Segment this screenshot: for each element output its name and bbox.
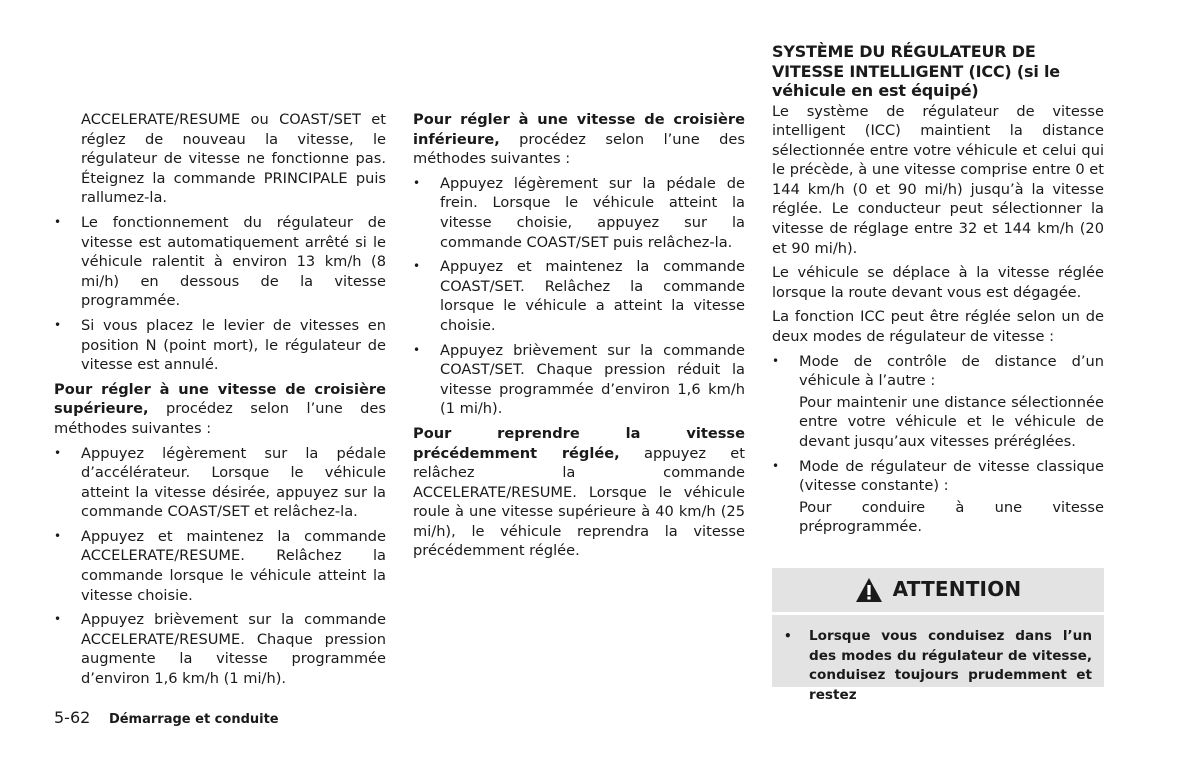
bullet-icon: • (54, 214, 62, 229)
bullet-icon: • (54, 445, 62, 460)
bullet-icon: • (54, 612, 62, 627)
list-item-text: Si vous placez le levier de vitesses en position N (point mort), le régulateur de vitesse est annulé. (81, 316, 386, 374)
paragraph: Le véhicule se déplace à la vitesse réglée lorsque la route devant vous est dégagée. (772, 264, 1104, 301)
bullet-icon: • (413, 175, 421, 190)
bullet-icon: • (413, 342, 421, 357)
section-name: Démarrage et conduite (108, 712, 279, 727)
list-item (54, 527, 386, 605)
attention-body (772, 615, 1104, 703)
section-lead: Pour reprendre la vitesse précédemment réglée, (413, 424, 745, 462)
attention-label: ATTENTION (892, 577, 1022, 602)
mode-title: Mode de contrôle de distance d’un véhicule à l’autre : (799, 352, 1104, 390)
section-rest: appuyez et relâchez la commande ACCELERATE/RESUME. Lorsque le véhicule roule à une vitesse supérieure à 40 km/h (25 mi/h), le véhicule reprendra la vitesse précédemment réglée. (413, 444, 745, 560)
continued-paragraph: ACCELERATE/RESUME ou COAST/SET et réglez de nouveau la vitesse, le régulateur de vitesse ne fonctionne pas. Éteignez la commande PRINCIPALE puis rallumez-la. (81, 111, 386, 207)
list-item (413, 341, 745, 419)
list-item-text: Le fonctionnement du régulateur de vitesse est automatiquement arrêté si le véhicule ralentit à environ 13 km/h (8 mi/h) en dessous de la vitesse programmée. (81, 213, 386, 310)
section-rest: procédez selon l’une des méthodes suivantes : (54, 400, 386, 437)
section-intro (413, 110, 745, 169)
list-item-text: Appuyez brièvement sur la commande COAST/SET. Chaque pression réduit la vitesse programmée d’environ 1,6 km/h (1 mi/h). (440, 341, 745, 418)
section-lead: Pour régler à une vitesse de croisière inférieure, (413, 111, 745, 148)
bullet-icon: • (772, 458, 780, 473)
attention-text: Lorsque vous conduisez dans l’un des modes du régulateur de vitesse, conduisez toujours prudemment et restez (809, 628, 1092, 703)
bullet-icon: • (54, 528, 62, 543)
list-item (772, 457, 1104, 537)
list-item-text: Appuyez légèrement sur la pédale de frein. Lorsque le véhicule atteint la vitesse choisie, appuyez sur la commande COAST/SET puis relâchez-la. (440, 174, 745, 251)
section-rest: procédez selon l’une des méthodes suivantes : (413, 130, 745, 168)
page-number: 5-62 (54, 708, 91, 727)
list-item (54, 316, 386, 375)
list-item (54, 213, 386, 311)
paragraph: La fonction ICC peut être réglée selon un de deux modes de régulateur de vitesse : (772, 308, 1104, 346)
paragraph: Le système de régulateur de vitesse intelligent (ICC) maintient la distance sélectionnée entre votre véhicule et celui qui le précède, à une vitesse comprise entre 0 et 144 km/h (0 et 90 mi/h) jusqu’à la vitesse réglée. Le conducteur peut sélectionner la vitesse de réglage entre 32 et 144 km/h (20 et 90 mi/h). (772, 102, 1104, 257)
attention-header (772, 568, 1104, 612)
bullet-icon: • (784, 629, 792, 643)
mode-description: Pour conduire à une vitesse préprogrammée. (799, 498, 1104, 536)
list-item (784, 627, 1092, 705)
list-item-text: Appuyez brièvement sur la commande ACCELERATE/RESUME. Chaque pression augmente la vitesse programmée d’environ 1,6 km/h (1 mi/h). (81, 611, 386, 688)
list-item (413, 174, 745, 252)
section-heading: SYSTÈME DU RÉGULATEUR DE VITESSE INTELLIGENT (ICC) (si le véhicule en est équipé) (772, 42, 1060, 100)
list-item (54, 444, 386, 522)
page-footer (54, 708, 279, 730)
warning-triangle-icon (855, 577, 883, 603)
bullet-icon: • (772, 353, 780, 368)
column-3 (772, 42, 1104, 542)
column-1 (54, 110, 386, 694)
list-item (413, 257, 745, 335)
section-lead: Pour régler à une vitesse de croisière supérieure, (54, 380, 386, 418)
list-item-text: Appuyez et maintenez la commande COAST/SET. Relâchez la commande lorsque le véhicule a atteint la vitesse choisie. (440, 258, 745, 334)
mode-description: Pour maintenir une distance sélectionnée entre votre véhicule et le véhicule de devant jusqu’aux vitesses préréglées. (799, 393, 1104, 450)
bullet-icon: • (413, 259, 421, 274)
list-item-text: Appuyez et maintenez la commande ACCELERATE/RESUME. Relâchez la commande lorsque le véhicule atteint la vitesse choisie. (81, 527, 386, 604)
section-intro (413, 424, 745, 561)
mode-title: Mode de régulateur de vitesse classique (vitesse constante) : (799, 457, 1104, 495)
bullet-icon: • (54, 317, 62, 332)
list-item-text: Appuyez légèrement sur la pédale d’accélérateur. Lorsque le véhicule atteint la vitesse désirée, appuyez sur la commande COAST/SET et relâchez-la. (81, 444, 386, 521)
list-item (772, 352, 1104, 452)
list-item (54, 610, 386, 688)
section-intro (54, 380, 386, 439)
column-2 (413, 110, 745, 566)
